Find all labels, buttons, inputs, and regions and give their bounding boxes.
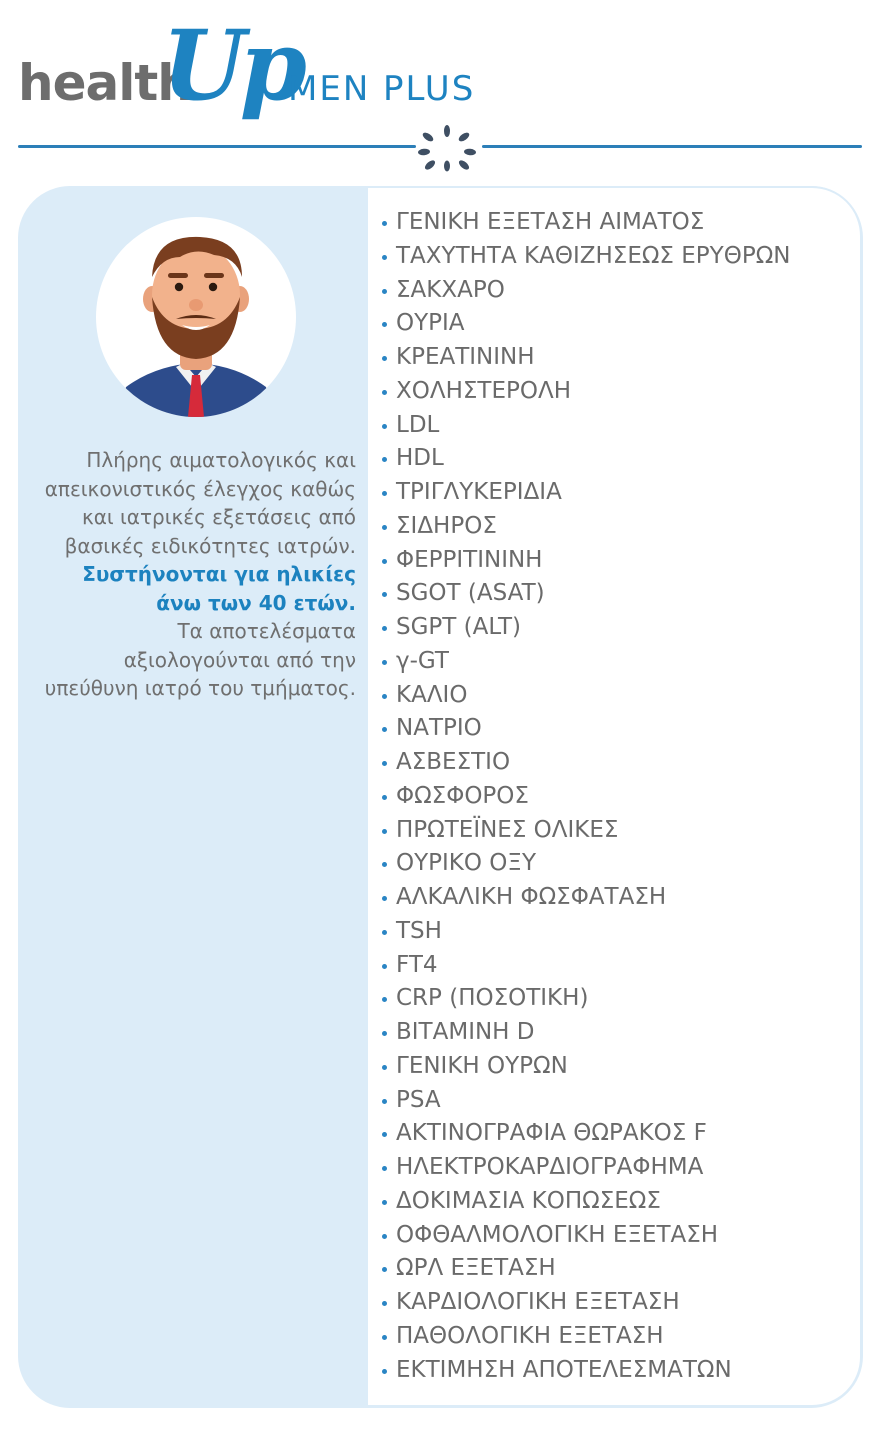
test-item: CRP (ΠΟΣΟΤΙΚΗ)	[380, 982, 790, 1016]
test-item: ΚΡΕΑΤΙΝΙΝΗ	[380, 341, 790, 375]
description-intro: Πλήρης αιματολογικός και απεικονιστικός έλεγχος καθώς και ιατρικές εξετάσεις από βασικές ειδικότητες ιατρών.	[44, 448, 356, 558]
age-recommendation: Συστήνονται για ηλικίες άνω των 40 ετών.	[82, 562, 356, 615]
test-item: ΦΕΡΡΙΤΙΝΙΝΗ	[380, 544, 790, 578]
package-subtitle: MEN PLUS	[288, 69, 476, 109]
test-item: PSA	[380, 1084, 790, 1118]
sprout-icon	[414, 122, 480, 174]
test-item: ΔΟΚΙΜΑΣΙΑ ΚΟΠΩΣΕΩΣ	[380, 1185, 790, 1219]
bearded-businessman-avatar-icon	[96, 217, 296, 417]
test-item: ΟΥΡΙΑ	[380, 307, 790, 341]
test-item: ΝΑΤΡΙΟ	[380, 712, 790, 746]
test-item: ΓΕΝΙΚΗ ΟΥΡΩΝ	[380, 1050, 790, 1084]
tests-list	[380, 206, 790, 1387]
test-item: ΚΑΛΙΟ	[380, 679, 790, 713]
test-item: ΑΣΒΕΣΤΙΟ	[380, 746, 790, 780]
description-outro: Τα αποτελέσματα αξιολογούνται από την υπεύθυνη ιατρό του τμήματος.	[44, 619, 356, 700]
test-item: ΒΙΤΑΜΙΝΗ D	[380, 1016, 790, 1050]
test-item: ΣΙΔΗΡΟΣ	[380, 510, 790, 544]
test-item: FT4	[380, 949, 790, 983]
divider-left	[18, 145, 416, 148]
header	[0, 0, 881, 185]
test-item: ΚΑΡΔΙΟΛΟΓΙΚΗ ΕΞΕΤΑΣΗ	[380, 1286, 790, 1320]
test-item: ΤΡΙΓΛΥΚΕΡΙΔΙΑ	[380, 476, 790, 510]
divider-right	[482, 145, 862, 148]
test-item: ΑΚΤΙΝΟΓΡΑΦΙΑ ΘΩΡΑΚΟΣ F	[380, 1117, 790, 1151]
test-item: ΠΡΩΤΕΪΝΕΣ ΟΛΙΚΕΣ	[380, 814, 790, 848]
test-item: ΠΑΘΟΛΟΓΙΚΗ ΕΞΕΤΑΣΗ	[380, 1320, 790, 1354]
test-item: ΕΚΤΙΜΗΣΗ ΑΠΟΤΕΛΕΣΜΑΤΩΝ	[380, 1354, 790, 1388]
test-item: ΑΛΚΑΛΙΚΗ ΦΩΣΦΑΤΑΣΗ	[380, 881, 790, 915]
test-item: ΗΛΕΚΤΡΟΚΑΡΔΙΟΓΡΑΦΗΜΑ	[380, 1151, 790, 1185]
test-item: ΦΩΣΦΟΡΟΣ	[380, 780, 790, 814]
logo-health-text: health	[18, 54, 192, 112]
test-item: HDL	[380, 442, 790, 476]
package-description	[40, 446, 356, 703]
test-item: ΣΑΚΧΑΡΟ	[380, 274, 790, 308]
test-item: ΟΥΡΙΚΟ ΟΞΥ	[380, 847, 790, 881]
test-item: LDL	[380, 409, 790, 443]
test-item: SGPT (ALT)	[380, 611, 790, 645]
test-item: γ-GT	[380, 645, 790, 679]
test-item: SGOT (ASAT)	[380, 577, 790, 611]
test-item: TSH	[380, 915, 790, 949]
test-item: ΩΡΛ ΕΞΕΤΑΣΗ	[380, 1252, 790, 1286]
logo-up-text: Up	[162, 9, 301, 122]
test-item: ΤΑΧΥΤΗΤΑ ΚΑΘΙΖΗΣΕΩΣ ΕΡΥΘΡΩΝ	[380, 240, 790, 274]
test-item: ΟΦΘΑΛΜΟΛΟΓΙΚΗ ΕΞΕΤΑΣΗ	[380, 1219, 790, 1253]
test-item: ΓΕΝΙΚΗ ΕΞΕΤΑΣΗ ΑΙΜΑΤΟΣ	[380, 206, 790, 240]
test-item: ΧΟΛΗΣΤΕΡΟΛΗ	[380, 375, 790, 409]
